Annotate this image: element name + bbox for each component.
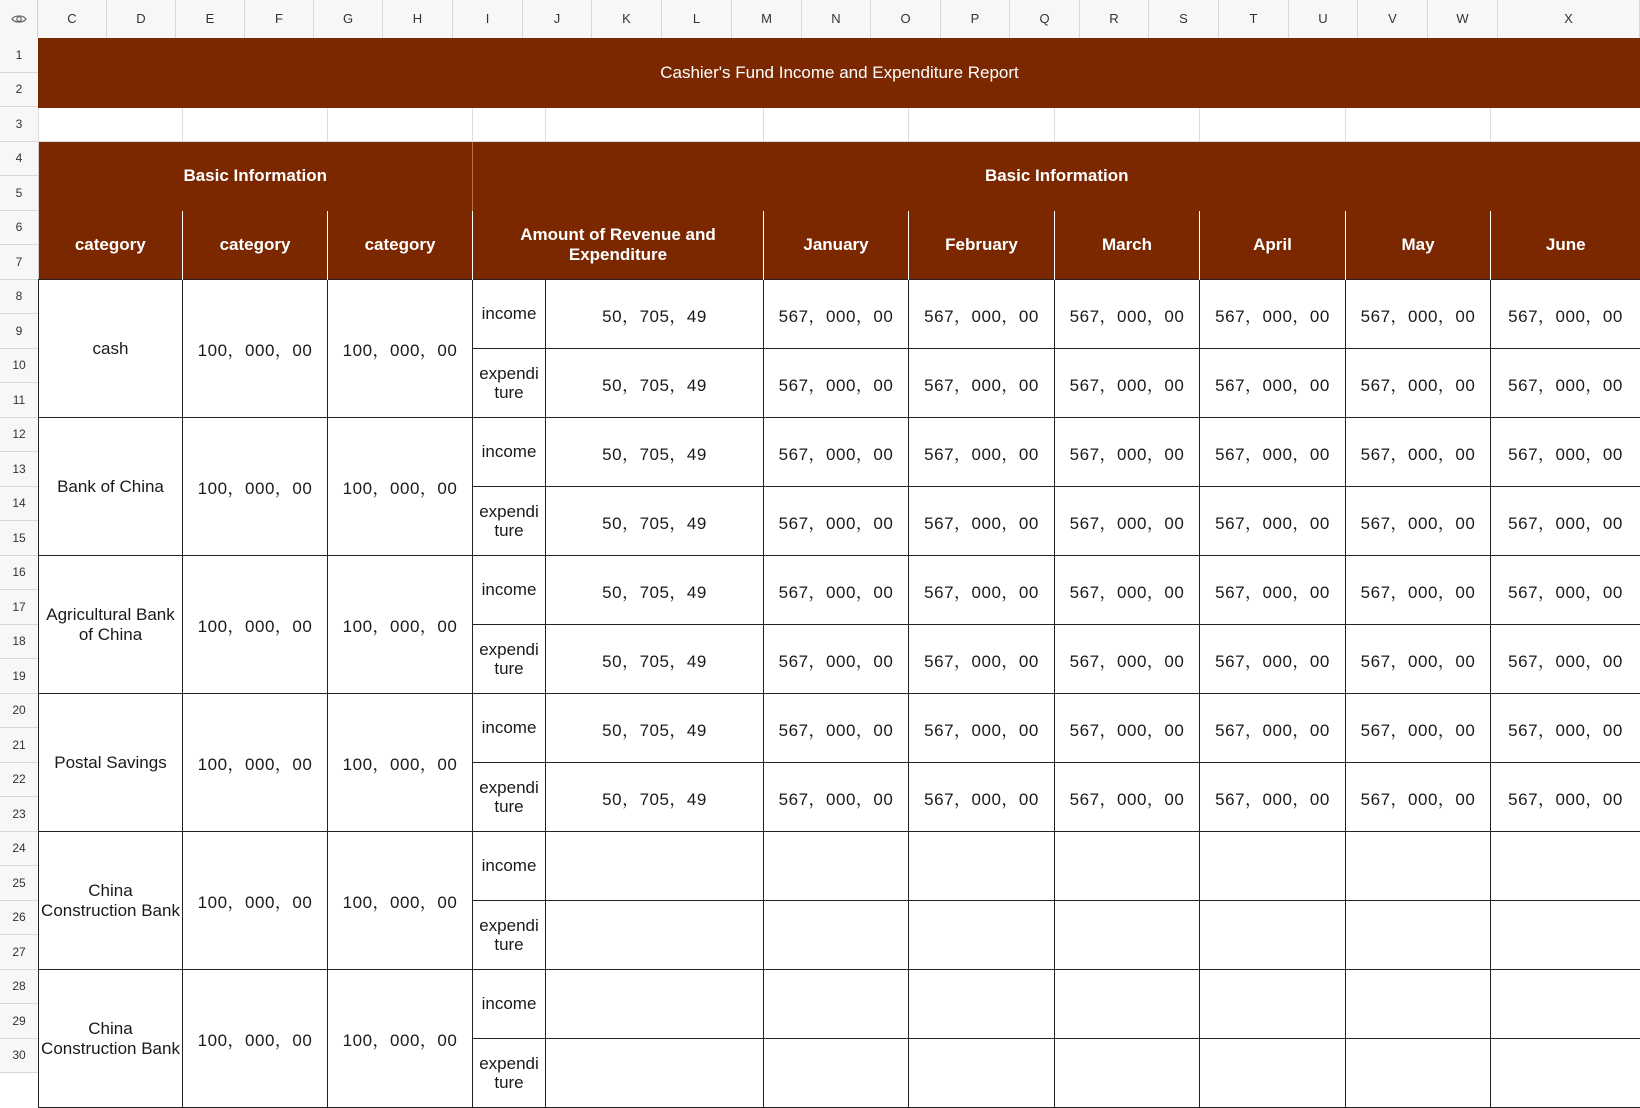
column-header[interactable]: C: [38, 0, 107, 38]
month-value-cell[interactable]: [764, 970, 909, 1039]
empty-cell[interactable]: [909, 108, 1055, 142]
row-header[interactable]: 6: [0, 211, 38, 246]
type-label: expenditure: [478, 640, 540, 678]
category-name-cell[interactable]: Postal Savings: [39, 694, 183, 832]
month-value-cell[interactable]: 567，000，00: [1491, 763, 1640, 832]
month-value-cell[interactable]: [1200, 1039, 1346, 1108]
amount-cell[interactable]: 50，705，49: [546, 487, 764, 556]
month-value-cell[interactable]: 567，000，00: [1346, 280, 1491, 349]
type-label: expenditure: [478, 916, 540, 954]
month-value-cell[interactable]: 567，000，00: [764, 487, 909, 556]
month-value-cell[interactable]: 567，000，00: [1200, 349, 1346, 418]
empty-cell[interactable]: [1200, 108, 1346, 142]
month-value-cell[interactable]: 567，000，00: [764, 625, 909, 694]
table-row: [39, 280, 1640, 349]
type-cell[interactable]: [473, 832, 546, 901]
row-header[interactable]: 11: [0, 383, 38, 418]
type-label: income: [473, 994, 545, 1014]
month-value-cell[interactable]: 567，000，00: [1200, 280, 1346, 349]
category-value-cell[interactable]: 100，000，00: [183, 970, 328, 1108]
amount-cell[interactable]: 50，705，49: [546, 625, 764, 694]
month-value-cell[interactable]: [1055, 970, 1200, 1039]
month-value-cell[interactable]: 567，000，00: [1055, 280, 1200, 349]
empty-cell[interactable]: [39, 108, 183, 142]
row-header[interactable]: 28: [0, 970, 38, 1005]
column-header[interactable]: O: [871, 0, 941, 38]
category-value-cell[interactable]: 100，000，00: [183, 418, 328, 556]
month-value-cell[interactable]: 567，000，00: [1200, 418, 1346, 487]
month-value-cell[interactable]: 567，000，00: [909, 625, 1055, 694]
row-header[interactable]: 20: [0, 694, 38, 729]
month-value-cell[interactable]: [1491, 832, 1640, 901]
month-value-cell[interactable]: [1491, 970, 1640, 1039]
empty-cell[interactable]: [764, 108, 909, 142]
empty-cell[interactable]: [1491, 108, 1640, 142]
month-value-cell[interactable]: 567，000，00: [909, 349, 1055, 418]
month-value-cell[interactable]: 567，000，00: [909, 487, 1055, 556]
empty-cell[interactable]: [1346, 108, 1491, 142]
table-row: [39, 970, 1640, 1039]
type-cell[interactable]: [473, 901, 546, 970]
type-cell[interactable]: [473, 763, 546, 832]
amount-cell[interactable]: 50，705，49: [546, 418, 764, 487]
row-header[interactable]: 13: [0, 452, 38, 487]
amount-cell[interactable]: 50，705，49: [546, 694, 764, 763]
header-june[interactable]: June: [1491, 211, 1640, 280]
month-value-cell[interactable]: [1200, 832, 1346, 901]
row-header[interactable]: 30: [0, 1039, 38, 1074]
month-value-cell[interactable]: 567，000，00: [1200, 556, 1346, 625]
month-value-cell[interactable]: [764, 832, 909, 901]
header-february[interactable]: February: [909, 211, 1055, 280]
header-march[interactable]: March: [1055, 211, 1200, 280]
category-value-cell[interactable]: 100，000，00: [328, 970, 473, 1108]
row-header[interactable]: 21: [0, 728, 38, 763]
month-value-cell[interactable]: 567，000，00: [1200, 487, 1346, 556]
month-value-cell[interactable]: 567，000，00: [1055, 349, 1200, 418]
category-value-cell[interactable]: 100，000，00: [328, 280, 473, 418]
table-row: [39, 694, 1640, 763]
category-name-cell[interactable]: cash: [39, 280, 183, 418]
month-value-cell[interactable]: 567，000，00: [1346, 625, 1491, 694]
row-header[interactable]: 1: [0, 38, 38, 73]
type-cell[interactable]: [473, 280, 546, 349]
type-label: income: [473, 580, 545, 600]
row-header[interactable]: 18: [0, 625, 38, 660]
month-value-cell[interactable]: [909, 832, 1055, 901]
empty-cell[interactable]: [1055, 108, 1200, 142]
row-header[interactable]: 5: [0, 176, 38, 211]
month-value-cell[interactable]: [1346, 1039, 1491, 1108]
month-value-cell[interactable]: 567，000，00: [1491, 487, 1640, 556]
month-value-cell[interactable]: [1346, 970, 1491, 1039]
row-header[interactable]: 3: [0, 107, 38, 142]
month-value-cell[interactable]: [1346, 901, 1491, 970]
amount-cell[interactable]: [546, 1039, 764, 1108]
month-value-cell[interactable]: 567，000，00: [1491, 694, 1640, 763]
month-value-cell[interactable]: 567，000，00: [1055, 763, 1200, 832]
report-table: [38, 38, 1640, 1108]
column-header[interactable]: K: [592, 0, 662, 38]
month-value-cell[interactable]: 567，000，00: [1491, 280, 1640, 349]
type-label: expenditure: [478, 364, 540, 402]
header-category-2[interactable]: category: [183, 211, 328, 280]
column-header[interactable]: L: [662, 0, 732, 38]
amount-cell[interactable]: 50，705，49: [546, 349, 764, 418]
column-header[interactable]: R: [1080, 0, 1149, 38]
band-basic-information-right[interactable]: Basic Information: [473, 142, 1640, 211]
column-header[interactable]: F: [245, 0, 314, 38]
column-header[interactable]: I: [453, 0, 523, 38]
header-amount[interactable]: Amount of Revenue and Expenditure: [473, 211, 764, 280]
amount-cell[interactable]: 50，705，49: [546, 280, 764, 349]
month-value-cell[interactable]: 567，000，00: [1055, 418, 1200, 487]
column-header[interactable]: S: [1149, 0, 1219, 38]
header-april[interactable]: April: [1200, 211, 1346, 280]
month-value-cell[interactable]: 567，000，00: [1346, 487, 1491, 556]
month-value-cell[interactable]: [764, 901, 909, 970]
category-name-cell[interactable]: Bank of China: [39, 418, 183, 556]
row-header[interactable]: 27: [0, 935, 38, 970]
month-value-cell[interactable]: 567，000，00: [764, 694, 909, 763]
type-cell[interactable]: [473, 625, 546, 694]
header-january[interactable]: January: [764, 211, 909, 280]
month-value-cell[interactable]: 567，000，00: [1055, 694, 1200, 763]
type-label: income: [473, 718, 545, 738]
category-value-cell[interactable]: 100，000，00: [328, 418, 473, 556]
category-value-cell[interactable]: 100，000，00: [183, 280, 328, 418]
month-value-cell[interactable]: 567，000，00: [1200, 694, 1346, 763]
category-name-cell[interactable]: China Construction Bank: [39, 832, 183, 970]
month-value-cell[interactable]: [1491, 1039, 1640, 1108]
month-value-cell[interactable]: [1055, 901, 1200, 970]
row-header[interactable]: 4: [0, 142, 38, 177]
header-category-3[interactable]: category: [328, 211, 473, 280]
category-name-cell[interactable]: Agricultural Bank of China: [39, 556, 183, 694]
month-value-cell[interactable]: 567，000，00: [1055, 556, 1200, 625]
category-value-cell[interactable]: 100，000，00: [328, 694, 473, 832]
month-value-cell[interactable]: [909, 1039, 1055, 1108]
column-header[interactable]: Q: [1010, 0, 1080, 38]
type-cell[interactable]: [473, 970, 546, 1039]
month-value-cell[interactable]: 567，000，00: [909, 556, 1055, 625]
row-header[interactable]: 12: [0, 418, 38, 453]
empty-cell[interactable]: [328, 108, 473, 142]
month-value-cell[interactable]: 567，000，00: [1346, 763, 1491, 832]
month-value-cell[interactable]: [1055, 832, 1200, 901]
category-value-cell[interactable]: 100，000，00: [183, 832, 328, 970]
month-value-cell[interactable]: 567，000，00: [1200, 763, 1346, 832]
category-value-cell[interactable]: 100，000，00: [328, 556, 473, 694]
visibility-eye-icon[interactable]: [0, 0, 38, 38]
month-value-cell[interactable]: [1055, 1039, 1200, 1108]
table-row: [39, 832, 1640, 901]
amount-cell[interactable]: [546, 901, 764, 970]
month-value-cell[interactable]: [1491, 901, 1640, 970]
row-header[interactable]: 15: [0, 521, 38, 556]
row-header[interactable]: 9: [0, 314, 38, 349]
amount-cell[interactable]: [546, 832, 764, 901]
type-label: expenditure: [478, 778, 540, 816]
amount-cell[interactable]: 50，705，49: [546, 763, 764, 832]
month-value-cell[interactable]: 567，000，00: [909, 694, 1055, 763]
category-value-cell[interactable]: 100，000，00: [328, 832, 473, 970]
type-cell[interactable]: [473, 418, 546, 487]
type-label: income: [473, 304, 545, 324]
table-row: [39, 418, 1640, 487]
month-value-cell[interactable]: 567，000，00: [1346, 556, 1491, 625]
amount-cell[interactable]: 50，705，49: [546, 556, 764, 625]
row-header[interactable]: 10: [0, 349, 38, 384]
month-value-cell[interactable]: 567，000，00: [909, 418, 1055, 487]
month-value-cell[interactable]: 567，000，00: [764, 349, 909, 418]
month-value-cell[interactable]: 567，000，00: [1055, 625, 1200, 694]
column-header[interactable]: P: [941, 0, 1010, 38]
empty-cell[interactable]: [546, 108, 764, 142]
row-header[interactable]: 17: [0, 590, 38, 625]
column-header[interactable]: T: [1219, 0, 1289, 38]
type-label: expenditure: [478, 502, 540, 540]
month-value-cell[interactable]: 567，000，00: [1491, 349, 1640, 418]
type-cell[interactable]: [473, 349, 546, 418]
type-label: income: [473, 442, 545, 462]
month-value-cell[interactable]: 567，000，00: [1491, 625, 1640, 694]
column-header[interactable]: E: [176, 0, 245, 38]
row-header[interactable]: 16: [0, 556, 38, 591]
header-may[interactable]: May: [1346, 211, 1491, 280]
type-cell[interactable]: [473, 1039, 546, 1108]
column-header[interactable]: N: [802, 0, 871, 38]
category-value-cell[interactable]: 100，000，00: [183, 694, 328, 832]
month-value-cell[interactable]: [909, 970, 1055, 1039]
month-value-cell[interactable]: 567，000，00: [909, 280, 1055, 349]
empty-cell[interactable]: [473, 108, 546, 142]
column-header[interactable]: U: [1289, 0, 1358, 38]
month-value-cell[interactable]: 567，000，00: [1491, 556, 1640, 625]
column-header[interactable]: H: [383, 0, 453, 38]
month-value-cell[interactable]: [1346, 832, 1491, 901]
column-header[interactable]: D: [107, 0, 176, 38]
row-header[interactable]: 24: [0, 832, 38, 867]
category-name-cell[interactable]: China Construction Bank: [39, 970, 183, 1108]
month-value-cell[interactable]: [1200, 970, 1346, 1039]
row-header[interactable]: 8: [0, 280, 38, 315]
empty-cell[interactable]: [183, 108, 328, 142]
row-header[interactable]: 7: [0, 245, 38, 280]
month-value-cell[interactable]: [1200, 901, 1346, 970]
row-header[interactable]: 26: [0, 901, 38, 936]
month-value-cell[interactable]: 567，000，00: [764, 280, 909, 349]
month-value-cell[interactable]: 567，000，00: [1346, 694, 1491, 763]
row-header[interactable]: 2: [0, 73, 38, 108]
type-cell[interactable]: [473, 556, 546, 625]
band-basic-information-left[interactable]: Basic Information: [39, 142, 473, 211]
month-value-cell[interactable]: [909, 901, 1055, 970]
month-value-cell[interactable]: 567，000，00: [764, 556, 909, 625]
month-value-cell[interactable]: 567，000，00: [1055, 487, 1200, 556]
row-header[interactable]: 22: [0, 763, 38, 798]
month-value-cell[interactable]: 567，000，00: [909, 763, 1055, 832]
type-cell[interactable]: [473, 694, 546, 763]
report-title[interactable]: Cashier's Fund Income and Expenditure Report: [39, 39, 1640, 108]
amount-cell[interactable]: [546, 970, 764, 1039]
header-category-1[interactable]: category: [39, 211, 183, 280]
column-header[interactable]: W: [1428, 0, 1498, 38]
type-label: expenditure: [478, 1054, 540, 1092]
table-row: [39, 556, 1640, 625]
column-header[interactable]: J: [523, 0, 592, 38]
row-header[interactable]: 29: [0, 1004, 38, 1039]
month-value-cell[interactable]: [764, 1039, 909, 1108]
type-cell[interactable]: [473, 487, 546, 556]
row-header[interactable]: 23: [0, 797, 38, 832]
category-value-cell[interactable]: 100，000，00: [183, 556, 328, 694]
column-header[interactable]: G: [314, 0, 383, 38]
column-header[interactable]: V: [1358, 0, 1428, 38]
row-header[interactable]: 25: [0, 866, 38, 901]
month-value-cell[interactable]: 567，000，00: [764, 763, 909, 832]
month-value-cell[interactable]: 567，000，00: [1346, 418, 1491, 487]
month-value-cell[interactable]: 567，000，00: [1200, 625, 1346, 694]
row-header[interactable]: 19: [0, 659, 38, 694]
month-value-cell[interactable]: 567，000，00: [1491, 418, 1640, 487]
month-value-cell[interactable]: 567，000，00: [764, 418, 909, 487]
row-header[interactable]: 14: [0, 487, 38, 522]
column-header[interactable]: X: [1498, 0, 1640, 38]
type-label: income: [473, 856, 545, 876]
column-header[interactable]: M: [732, 0, 802, 38]
month-value-cell[interactable]: 567，000，00: [1346, 349, 1491, 418]
